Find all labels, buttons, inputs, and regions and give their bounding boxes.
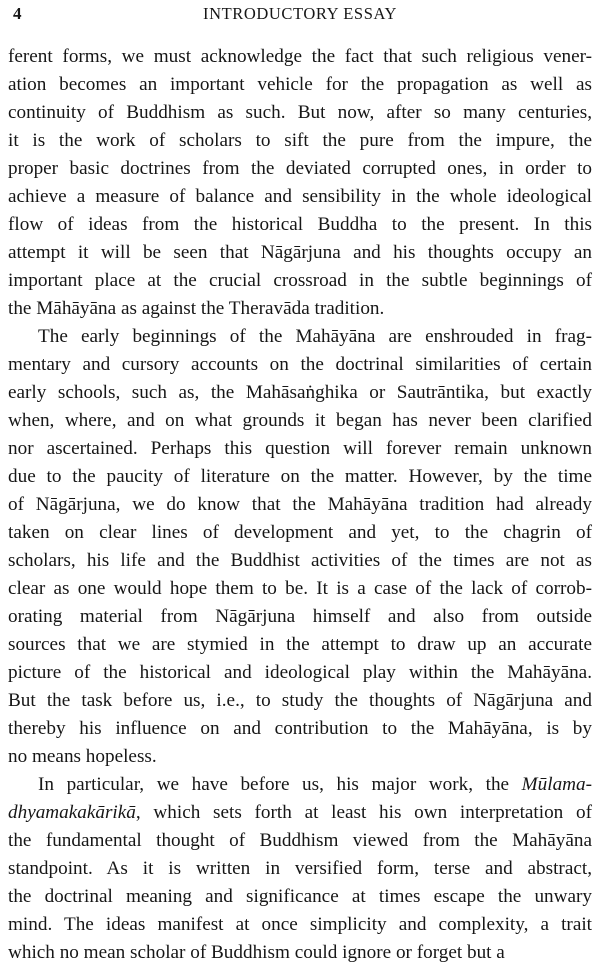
text-line: early schools, such as, the Mahāsaṅghika or Sautrāntika, but exactly	[8, 382, 592, 403]
text-line: important place at the crucial crossroad in the subtle beginnings of	[8, 270, 592, 291]
text-line: which no mean scholar of Buddhism could ignore or forget but a	[8, 942, 505, 963]
text-line: proper basic doctrines from the deviated corrupted ones, in order to	[8, 158, 592, 179]
book-title-italic: dhyamakakārikā	[8, 802, 136, 823]
text-line: picture of the historical and ideological play within the Mahāyāna.	[8, 662, 592, 683]
text-line: achieve a measure of balance and sensibility in the whole ideological	[8, 186, 592, 207]
text-line: flow of ideas from the historical Buddha to the present. In this	[8, 214, 592, 235]
text-line	[8, 771, 592, 799]
text-line: attempt it will be seen that Nāgārjuna and his thoughts occupy an	[8, 242, 592, 263]
text-line: mentary and cursory accounts on the doctrinal similarities of certain	[8, 354, 592, 375]
text-segment: , which sets forth at least his own interpretation of	[135, 802, 592, 823]
text-line: the fundamental thought of Buddhism viewed from the Mahāyāna	[8, 830, 592, 851]
text-line: thereby his influence on and contribution to the Mahāyāna, is by	[8, 718, 592, 739]
text-line: clear as one would hope them to be. It is a case of the lack of corrob-	[8, 578, 592, 599]
text-line: orating material from Nāgārjuna himself and also from outside	[8, 606, 592, 627]
text-line	[8, 799, 592, 827]
paragraph	[8, 43, 592, 323]
text-line: due to the paucity of literature on the matter. However, by the time	[8, 466, 592, 487]
text-line: continuity of Buddhism as such. But now, after so many centuries,	[8, 102, 592, 123]
paragraph	[8, 771, 592, 967]
text-line: when, where, and on what grounds it began has never been clarified	[8, 410, 592, 431]
text-segment: In particular, we have before us, his major work, the	[38, 774, 522, 795]
text-line: ferent forms, we must acknowledge the fact that such religious vener-	[8, 46, 592, 67]
paragraph	[8, 323, 592, 771]
page-number: 4	[13, 4, 22, 23]
text-line: taken on clear lines of development and yet, to the chagrin of	[8, 522, 592, 543]
text-line: sources that we are stymied in the attempt to draw up an accurate	[8, 634, 592, 655]
text-line: The early beginnings of the Mahāyāna are enshrouded in frag-	[38, 326, 592, 347]
text-line: standpoint. As it is written in versified form, terse and abstract,	[8, 858, 592, 879]
book-title-italic: Mūlama-	[521, 774, 592, 795]
text-line: no means hopeless.	[8, 746, 157, 767]
text-line: But the task before us, i.e., to study the thoughts of Nāgārjuna and	[8, 690, 592, 711]
text-line: of Nāgārjuna, we do know that the Mahāyāna tradition had already	[8, 494, 592, 515]
text-line: the Māhāyāna as against the Theravāda tradition.	[8, 298, 385, 319]
text-line: it is the work of scholars to sift the pure from the impure, the	[8, 130, 592, 151]
text-line: the doctrinal meaning and significance at times escape the unwary	[8, 886, 592, 907]
running-head: INTRODUCTORY ESSAY	[202, 4, 398, 23]
body-text	[8, 43, 592, 967]
text-line: scholars, his life and the Buddhist activities of the times are not as	[8, 550, 592, 571]
text-line: ation becomes an important vehicle for the propagation as well as	[8, 74, 592, 95]
text-line: nor ascertained. Perhaps this question will forever remain unknown	[8, 438, 592, 459]
text-line: mind. The ideas manifest at once simplicity and complexity, a trait	[8, 914, 592, 935]
